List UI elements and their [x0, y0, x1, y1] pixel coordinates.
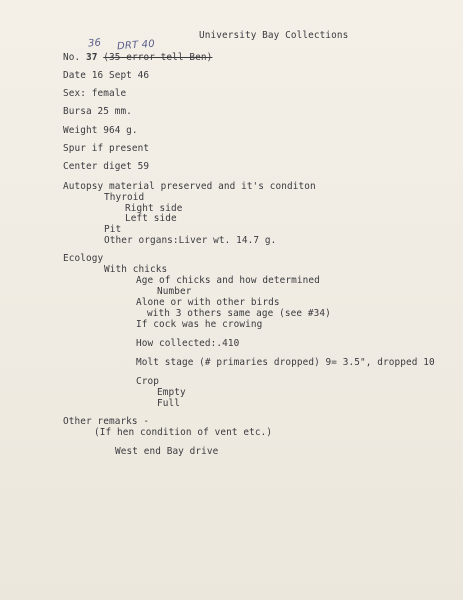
- how-collected-field: How collected:.410: [136, 338, 240, 349]
- location-note: West end Bay drive: [115, 446, 219, 457]
- spur-field: Spur if present: [63, 143, 150, 154]
- record-number-value: 37: [85, 52, 98, 63]
- record-number-label: No.: [63, 52, 81, 63]
- full-label: Full: [157, 398, 180, 409]
- autopsy-heading: Autopsy material preserved and it's conditon: [63, 181, 316, 192]
- ecology-heading: Ecology: [63, 253, 104, 264]
- other-remarks-heading: Other remarks -: [63, 416, 150, 427]
- pit-label: Pit: [104, 224, 122, 235]
- molt-stage-field: Molt stage (# primaries dropped) 9= 3.5", dropped 10: [136, 357, 435, 368]
- thyroid-label: Thyroid: [104, 192, 145, 203]
- record-number-struck-note: (35 error tell Ben): [103, 52, 213, 63]
- weight-field: Weight 964 g.: [63, 125, 138, 136]
- handwritten-old-number: 36: [87, 37, 102, 50]
- with-others-field: with 3 others same age (see #34): [147, 308, 331, 319]
- if-cock-label: If cock was he crowing: [136, 319, 263, 330]
- hen-condition-note: (If hen condition of vent etc.): [94, 427, 273, 438]
- other-organs-field: Other organs:Liver wt. 14.7 g.: [104, 235, 277, 246]
- crop-label: Crop: [136, 376, 159, 387]
- number-label: Number: [157, 286, 192, 297]
- alone-label: Alone or with other birds: [136, 297, 280, 308]
- right-side-label: Right side: [125, 203, 183, 214]
- record-number: [63, 52, 212, 63]
- sex-field: Sex: female: [63, 88, 127, 99]
- date-field: Date 16 Sept 46: [63, 70, 150, 81]
- left-side-label: Left side: [125, 213, 177, 224]
- collection-title: University Bay Collections: [199, 30, 349, 41]
- empty-label: Empty: [157, 387, 186, 398]
- center-digit-field: Center diget 59: [63, 161, 150, 172]
- age-of-chicks-label: Age of chicks and how determined: [136, 275, 320, 286]
- handwritten-code: DRT 40: [116, 38, 156, 53]
- with-chicks-label: With chicks: [104, 264, 168, 275]
- bursa-field: Bursa 25 mm.: [63, 106, 132, 117]
